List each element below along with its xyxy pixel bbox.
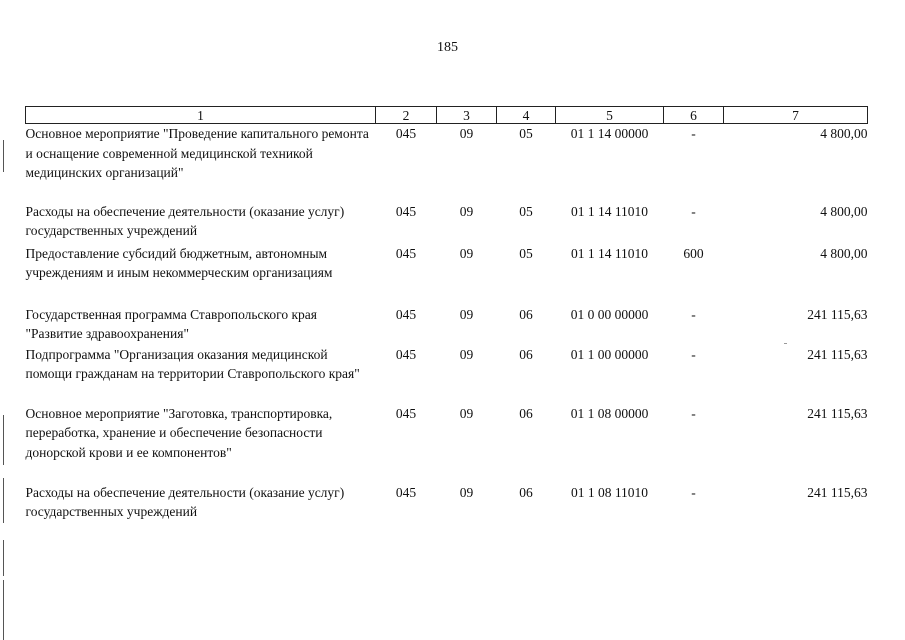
row-target-article: 01 1 14 11010 bbox=[570, 203, 649, 219]
table-row bbox=[26, 483, 868, 523]
header-col-1: 1 bbox=[26, 107, 376, 124]
row-expense-type: - bbox=[691, 306, 696, 322]
row-admin-code: 045 bbox=[395, 126, 417, 141]
table-row bbox=[26, 345, 868, 404]
row-expense-type: - bbox=[691, 484, 696, 500]
row-amount: 4 800,00 bbox=[820, 245, 868, 261]
header-col-4: 4 bbox=[497, 107, 556, 124]
row-expense-type: - bbox=[691, 346, 696, 362]
row-amount: 241 115,63 bbox=[807, 346, 868, 362]
header-col-5: 5 bbox=[556, 107, 664, 124]
row-subsection: 05 bbox=[519, 203, 533, 219]
header-col-6: 6 bbox=[664, 107, 724, 124]
row-amount: 241 115,63 bbox=[807, 484, 868, 500]
header-col-2: 2 bbox=[376, 107, 437, 124]
header-col-7: 7 bbox=[724, 107, 868, 124]
row-amount: 241 115,63 bbox=[807, 306, 868, 322]
row-name: Основное мероприятие "Проведение капитального ремонта и оснащение современной медицинской техникой медицинских организаций" bbox=[25, 126, 369, 180]
row-name: Расходы на обеспечение деятельности (оказание услуг) государственных учреждений bbox=[25, 203, 345, 238]
table-row bbox=[26, 124, 868, 202]
row-section: 09 bbox=[459, 405, 474, 421]
row-admin-code: 045 bbox=[395, 346, 417, 362]
row-admin-code: 045 bbox=[395, 484, 417, 500]
row-subsection: 05 bbox=[519, 245, 533, 261]
row-name: Государственная программа Ставропольского края "Развитие здравоохранения" bbox=[25, 306, 317, 341]
row-expense-type: 600 bbox=[683, 245, 704, 261]
row-name: Предоставление субсидий бюджетным, автономным учреждениям и иным некоммерческим организациям bbox=[25, 245, 333, 280]
row-target-article: 01 1 08 11010 bbox=[570, 484, 649, 500]
scan-edge-line bbox=[3, 540, 4, 576]
row-section: 09 bbox=[459, 126, 474, 141]
row-section: 09 bbox=[459, 306, 474, 322]
table-row bbox=[26, 244, 868, 305]
row-target-article: 01 1 00 00000 bbox=[570, 346, 649, 362]
row-subsection: 06 bbox=[519, 346, 533, 362]
row-admin-code: 045 bbox=[395, 405, 417, 421]
row-amount: 4 800,00 bbox=[820, 126, 868, 141]
row-subsection: 06 bbox=[519, 405, 533, 421]
row-expense-type: - bbox=[691, 203, 696, 219]
row-name: Подпрограмма "Организация оказания медицинской помощи гражданам на территории Ставропольского края" bbox=[25, 346, 360, 381]
row-expense-type: - bbox=[691, 405, 696, 421]
budget-table bbox=[25, 106, 868, 523]
row-amount: 4 800,00 bbox=[820, 203, 868, 219]
row-admin-code: 045 bbox=[395, 306, 417, 322]
row-section: 09 bbox=[459, 245, 474, 261]
row-section: 09 bbox=[459, 484, 474, 500]
row-section: 09 bbox=[459, 346, 474, 362]
row-target-article: 01 1 08 00000 bbox=[570, 405, 649, 421]
table-row bbox=[26, 305, 868, 345]
row-target-article: 01 1 14 00000 bbox=[570, 126, 649, 141]
header-col-3: 3 bbox=[437, 107, 497, 124]
scan-edge-line bbox=[3, 415, 4, 465]
table-header-row bbox=[26, 107, 868, 124]
scan-edge-line bbox=[3, 140, 4, 172]
scan-edge-line bbox=[3, 478, 4, 523]
row-subsection: 05 bbox=[519, 126, 533, 141]
row-target-article: 01 0 00 00000 bbox=[570, 306, 649, 322]
row-name: Основное мероприятие "Заготовка, транспортировка, переработка, хранение и обеспечение безопасности донорской крови и ее компонентов" bbox=[25, 405, 333, 460]
row-admin-code: 045 bbox=[395, 245, 417, 261]
row-amount: 241 115,63 bbox=[807, 405, 868, 421]
row-target-article: 01 1 14 11010 bbox=[570, 245, 649, 261]
row-expense-type: - bbox=[691, 126, 696, 141]
row-admin-code: 045 bbox=[395, 203, 417, 219]
row-name: Расходы на обеспечение деятельности (оказание услуг) государственных учреждений bbox=[25, 484, 345, 519]
row-subsection: 06 bbox=[519, 306, 533, 322]
page-number: 185 bbox=[437, 40, 458, 55]
row-section: 09 bbox=[459, 203, 474, 219]
table-row bbox=[26, 404, 868, 483]
table-row bbox=[26, 202, 868, 244]
scan-edge-line bbox=[3, 580, 4, 640]
row-subsection: 06 bbox=[519, 484, 533, 500]
